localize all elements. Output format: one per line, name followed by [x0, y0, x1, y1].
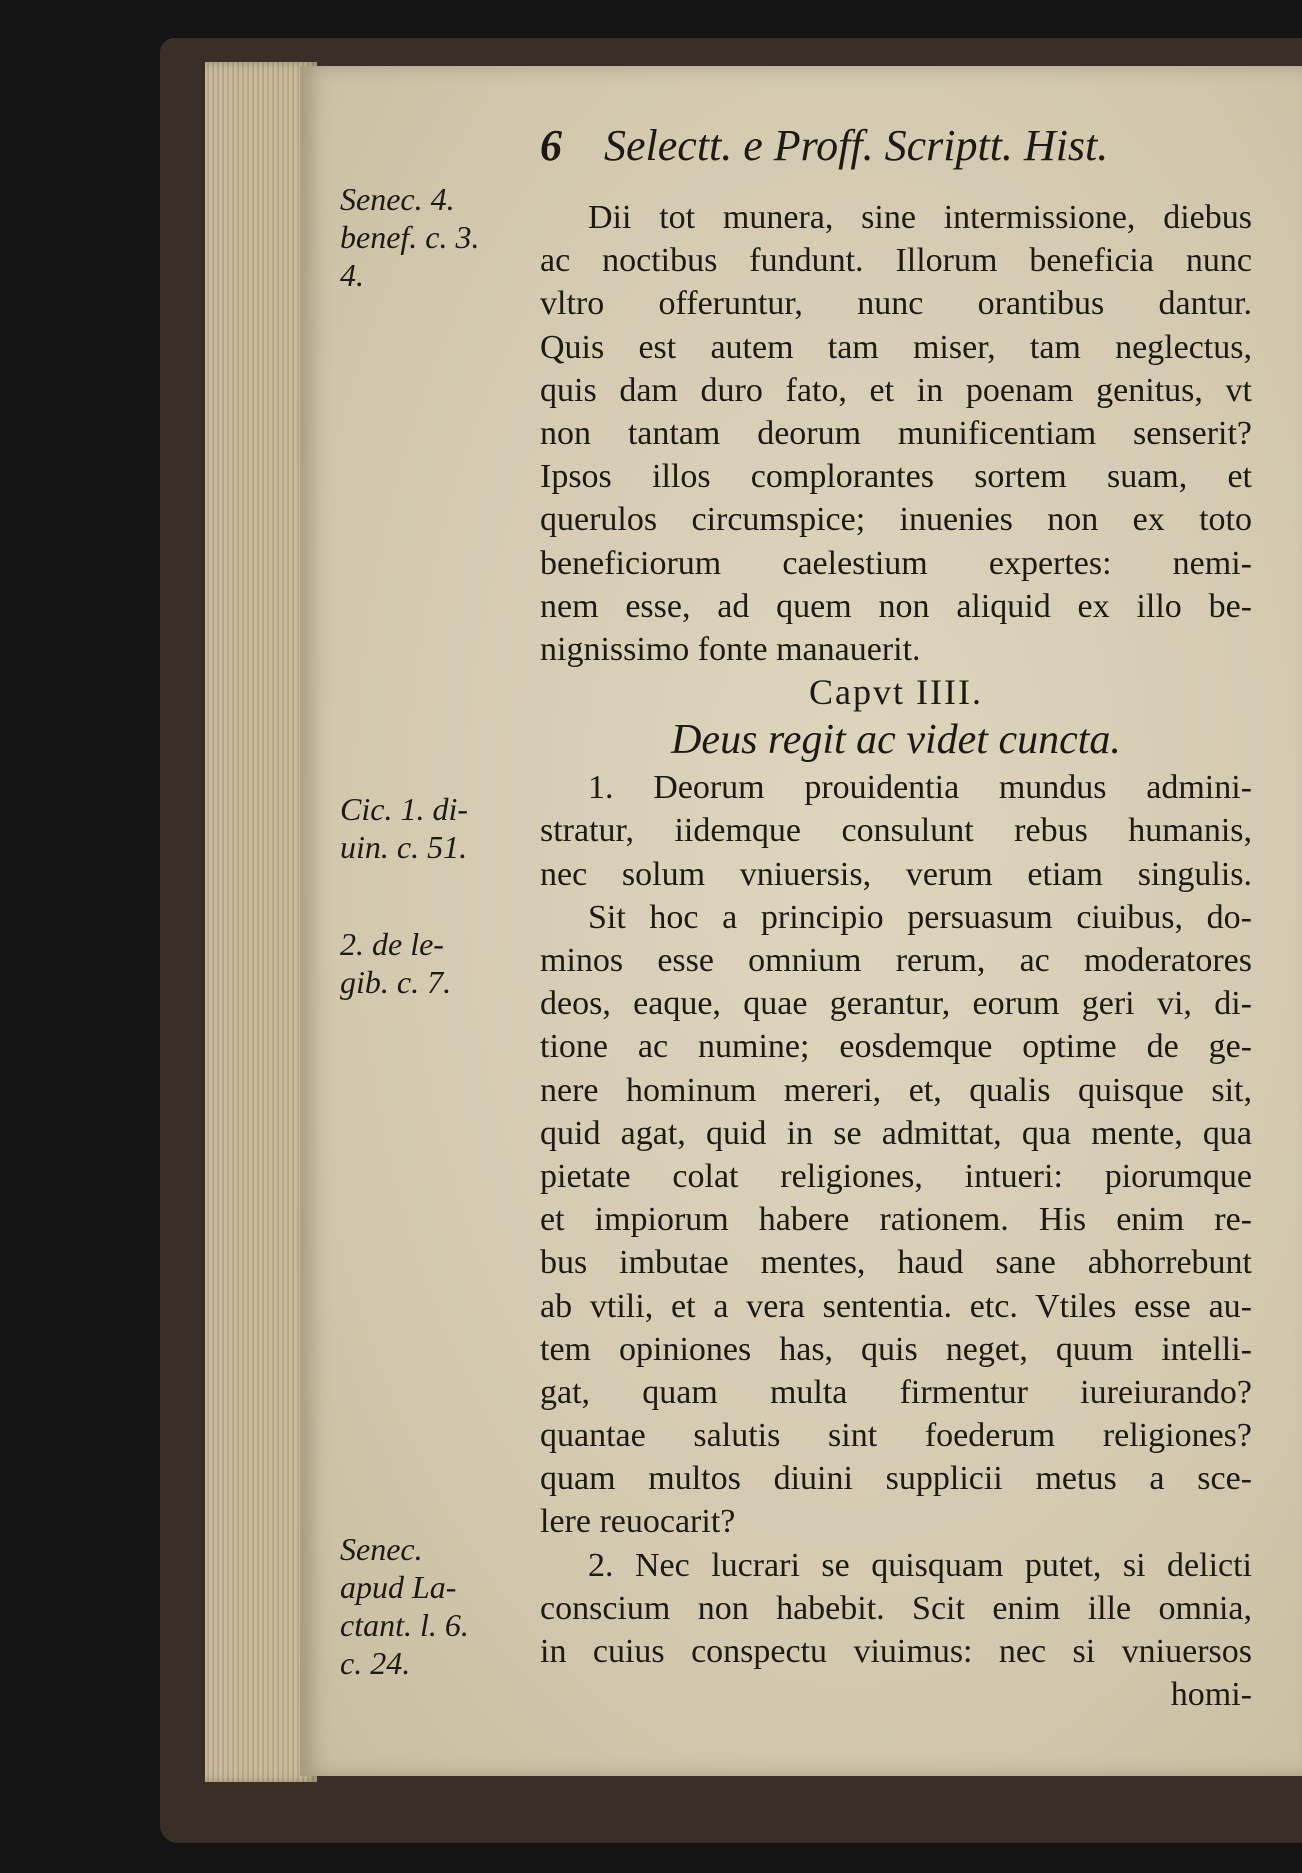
- text-line: stratur, iidemque consulunt rebus humanis,: [540, 812, 1252, 850]
- text-line: ac noctibus fundunt. Illorum beneficia nunc: [540, 242, 1252, 280]
- running-header: [540, 120, 1108, 171]
- text-line: tione ac numine; eosdemque optime de ge-: [540, 1028, 1252, 1066]
- text-line: nignissimo fonte manauerit.: [540, 630, 921, 668]
- margin-note-line: 2. de le-: [340, 926, 444, 962]
- text-line: quantae salutis sint foederum religiones?: [540, 1417, 1252, 1455]
- text-line: deos, eaque, quae gerantur, eorum geri vi, di-: [540, 985, 1252, 1023]
- margin-note-seneca: [340, 180, 480, 294]
- margin-note-cicero: [340, 790, 468, 866]
- margin-note-line: Cic. 1. di-: [340, 791, 468, 827]
- margin-note-line: benef. c. 3.: [340, 219, 480, 255]
- catchword: homi-: [1170, 1676, 1252, 1714]
- text-line: quid agat, quid in se admittat, qua mente, qua: [540, 1114, 1252, 1152]
- text-line: quis dam duro fato, et in poenam genitus, vt: [540, 371, 1252, 409]
- text-line: nere hominum mereri, et, qualis quisque sit,: [540, 1071, 1252, 1109]
- text-line: conscium non habebit. Scit enim ille omnia,: [540, 1589, 1252, 1627]
- text-line: nec solum vniuersis, verum etiam singulis.: [540, 855, 1252, 893]
- text-line: tem opiniones has, quis neget, quum intelli-: [540, 1330, 1252, 1368]
- chapter-title: Capvt IIII.: [809, 672, 983, 713]
- margin-note-lactantius: [340, 1530, 469, 1682]
- margin-note-line: ctant. l. 6.: [340, 1607, 469, 1643]
- text-line: vltro offeruntur, nunc orantibus dantur.: [540, 285, 1252, 323]
- text-line: et impiorum habere rationem. His enim re-: [540, 1201, 1252, 1239]
- text-line: quam multos diuini supplicii metus a sce-: [540, 1460, 1252, 1498]
- margin-note-line: apud La-: [340, 1569, 457, 1605]
- margin-note-line: gib. c. 7.: [340, 964, 452, 1000]
- text-line: 2. Nec lucrari se quisquam putet, si delicti: [588, 1546, 1252, 1584]
- margin-note-line: c. 24.: [340, 1645, 411, 1681]
- text-line: bus imbutae mentes, haud sane abhorrebunt: [540, 1244, 1252, 1282]
- text-line: Quis est autem tam miser, tam neglectus,: [540, 328, 1252, 366]
- text-line: lere reuocarit?: [540, 1503, 736, 1541]
- margin-note-de-legibus: [340, 925, 451, 1001]
- text-line: gat, quam multa firmentur iureiurando?: [540, 1373, 1252, 1411]
- text-line: Sit hoc a principio persuasum ciuibus, do-: [588, 898, 1252, 936]
- text-line: Ipsos illos complorantes sortem suam, et: [540, 458, 1252, 496]
- page-number: 6: [540, 121, 562, 170]
- text-line: pietate colat religiones, intueri: piorumque: [540, 1157, 1252, 1195]
- text-line: in cuius conspectu viuimus: nec si vniuersos: [540, 1633, 1252, 1670]
- text-line: Dii tot munera, sine intermissione, diebus: [588, 199, 1252, 236]
- text-line: minos esse omnium rerum, ac moderatores: [540, 942, 1252, 979]
- margin-note-line: 4.: [340, 257, 364, 293]
- text-line: 1. Deorum prouidentia mundus admini-: [588, 769, 1252, 807]
- text-line: beneficiorum caelestium expertes: nemi-: [540, 544, 1252, 582]
- text-line: querulos circumspice; inuenies non ex toto: [540, 501, 1252, 539]
- running-title: Selectt. e Proff. Scriptt. Hist.: [604, 121, 1109, 170]
- body-text: [540, 196, 1252, 1716]
- chapter-subtitle: Deus regit ac videt cuncta.: [671, 717, 1121, 764]
- margin-note-line: Senec.: [340, 1531, 423, 1567]
- text-line: non tantam deorum munificentiam senserit?: [540, 414, 1252, 452]
- text-line: ab vtili, et a vera sententia. etc. Vtiles esse au-: [540, 1287, 1252, 1325]
- margin-note-line: uin. c. 51.: [340, 829, 468, 865]
- text-line: nem esse, ad quem non aliquid ex illo be-: [540, 587, 1252, 625]
- margin-note-line: Senec. 4.: [340, 181, 455, 217]
